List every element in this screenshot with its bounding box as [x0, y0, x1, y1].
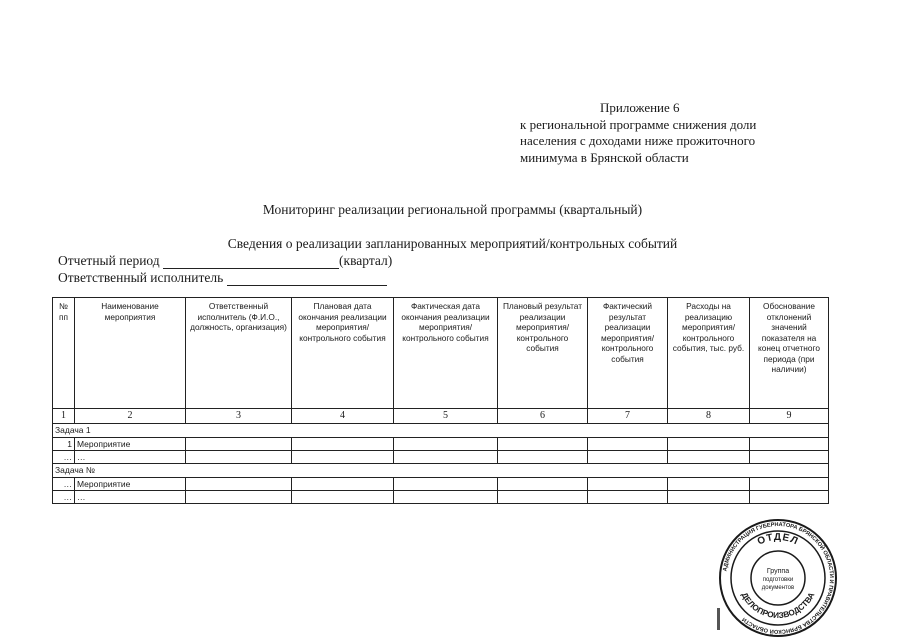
header-cell: Плановая дата окончания реализации мероприятия/ контрольного события — [292, 298, 394, 409]
task-row — [53, 424, 829, 438]
table-row — [53, 491, 829, 504]
row-number: 1 — [53, 438, 75, 451]
empty-cell — [588, 451, 668, 464]
column-number-row — [53, 409, 829, 424]
signature-mark — [717, 608, 720, 630]
task-label: Задача № — [53, 464, 829, 478]
header-cell: Фактическая дата окончания реализации мероприятия/ контрольного события — [394, 298, 498, 409]
document-subtitle: Сведения о реализации запланированных мероприятий/контрольных событий — [227, 236, 678, 251]
stamp-center-line: документов — [761, 585, 795, 591]
header-cell: Плановый результат реализации мероприятия/ контрольного события — [498, 298, 588, 409]
table-row — [53, 438, 829, 451]
activity-name: Мероприятие — [75, 438, 186, 451]
activity-name: … — [75, 451, 186, 464]
column-number: 3 — [186, 409, 292, 424]
empty-cell — [498, 438, 588, 451]
appendix-title: Приложение 6 — [600, 100, 680, 115]
column-number: 7 — [588, 409, 668, 424]
empty-cell — [750, 438, 829, 451]
reporting-period-field — [58, 253, 392, 269]
appendix-block — [520, 100, 820, 166]
empty-cell — [186, 438, 292, 451]
empty-cell — [668, 491, 750, 504]
responsible-executor-blank — [227, 273, 387, 286]
column-number: 6 — [498, 409, 588, 424]
empty-cell — [394, 438, 498, 451]
empty-cell — [292, 451, 394, 464]
stamp-ring-top: ОТДЕЛ — [755, 531, 801, 548]
empty-cell — [750, 478, 829, 491]
stamp-center-line: Группа — [766, 568, 790, 575]
empty-cell — [498, 451, 588, 464]
task-label: Задача 1 — [53, 424, 829, 438]
row-number: … — [53, 491, 75, 504]
empty-cell — [394, 478, 498, 491]
header-cell: Наименование мероприятия — [75, 298, 186, 409]
empty-cell — [668, 451, 750, 464]
appendix-line: к региональной программе снижения доли — [520, 116, 757, 132]
appendix-line: населения с доходами ниже прожиточного — [520, 133, 756, 148]
row-number: … — [53, 478, 75, 491]
empty-cell — [750, 491, 829, 504]
stamp-center-line: подготовки — [762, 577, 794, 583]
header-cell: Расходы на реализацию мероприятия/ контрольного события, тыс. руб. — [668, 298, 750, 409]
empty-cell — [394, 451, 498, 464]
empty-cell — [498, 478, 588, 491]
column-number: 1 — [53, 409, 75, 424]
header-cell: Обоснование отклонений значений показателя на конец отчетного периода (при наличии) — [750, 298, 829, 409]
empty-cell — [292, 478, 394, 491]
empty-cell — [750, 451, 829, 464]
empty-cell — [292, 438, 394, 451]
reporting-period-suffix: (квартал) — [339, 253, 393, 268]
column-number: 5 — [394, 409, 498, 424]
empty-cell — [394, 491, 498, 504]
empty-cell — [588, 478, 668, 491]
appendix-line: минимума в Брянской области — [520, 149, 689, 165]
reporting-period-label: Отчетный период — [58, 253, 160, 268]
activity-name: … — [75, 491, 186, 504]
row-number: … — [53, 451, 75, 464]
official-stamp — [718, 518, 838, 638]
responsible-executor-label: Ответственный исполнитель — [58, 270, 224, 285]
empty-cell — [186, 491, 292, 504]
empty-cell — [668, 438, 750, 451]
empty-cell — [186, 478, 292, 491]
header-cell: Фактический результат реализации мероприятия/ контрольного события — [588, 298, 668, 409]
activity-name: Мероприятие — [75, 478, 186, 491]
header-cell: Ответственный исполнитель (Ф.И.О., должность, организация) — [186, 298, 292, 409]
document-title: Мониторинг реализации региональной программы (квартальный) — [262, 202, 643, 217]
empty-cell — [186, 451, 292, 464]
task-row — [53, 464, 829, 478]
stamp-seal-icon — [718, 518, 838, 638]
responsible-executor-field — [58, 270, 387, 286]
table-row — [53, 451, 829, 464]
column-number: 9 — [750, 409, 829, 424]
reporting-period-blank — [163, 256, 339, 269]
stamp-ring-bottom: ДЕЛОПРОИЗВОДСТВА — [739, 590, 817, 621]
empty-cell — [588, 438, 668, 451]
header-cell: № пп — [53, 298, 75, 409]
column-number: 2 — [75, 409, 186, 424]
monitoring-table — [52, 297, 829, 504]
column-number: 8 — [668, 409, 750, 424]
header-row — [53, 298, 829, 409]
empty-cell — [668, 478, 750, 491]
empty-cell — [498, 491, 588, 504]
stamp-outer-text: АДМИНИСТРАЦИЯ ГУБЕРНАТОРА БРЯНСКОЙ ОБЛАСТИ И ПРАВИТЕЛЬСТВА БРЯНСКОЙ ОБЛАСТИ — [722, 521, 835, 635]
empty-cell — [292, 491, 394, 504]
table-row — [53, 478, 829, 491]
column-number: 4 — [292, 409, 394, 424]
empty-cell — [588, 491, 668, 504]
